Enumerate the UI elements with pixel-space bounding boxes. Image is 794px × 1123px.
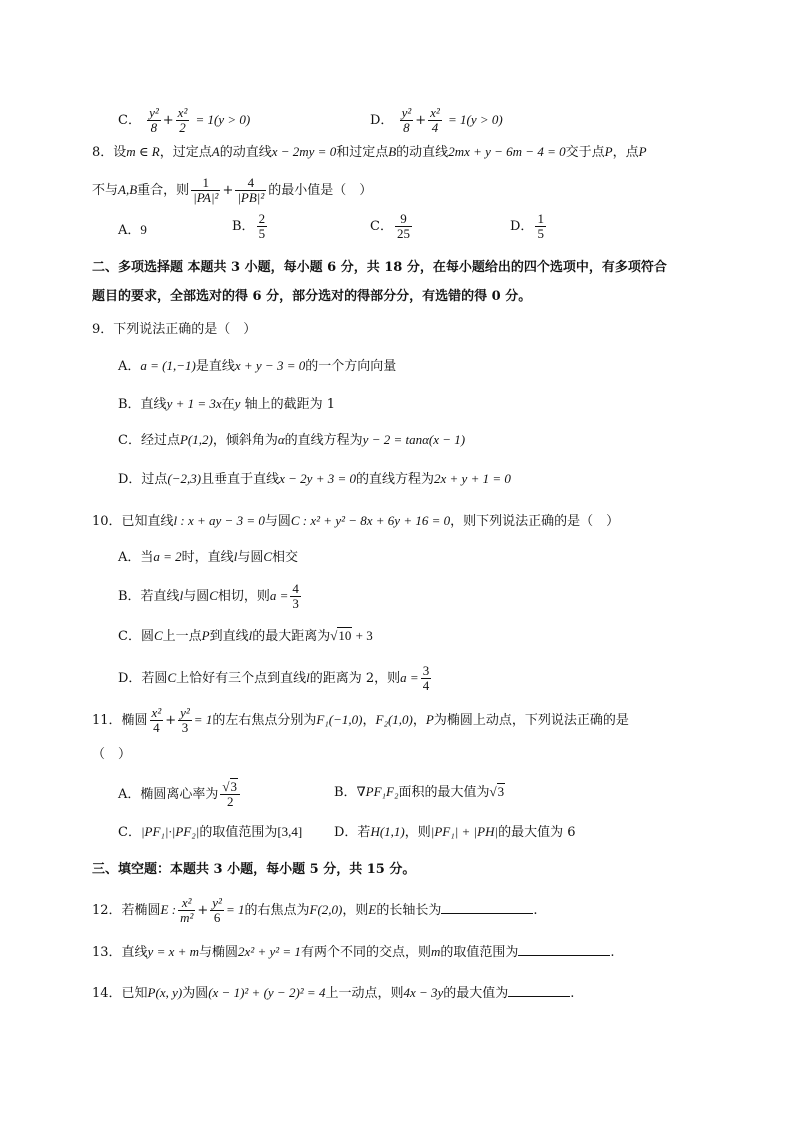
q11-stem-line2: （ ）: [92, 747, 132, 762]
text: 的长轴长为: [376, 903, 442, 918]
radicand: 3: [230, 779, 238, 794]
text: B．若直线: [118, 589, 180, 604]
q10-option-c: [118, 626, 373, 647]
q8-option-a: [118, 220, 147, 241]
math: l : x + ay − 3 = 0: [173, 513, 265, 528]
math: y: [234, 396, 241, 411]
math: F₁(−1,0): [316, 712, 363, 727]
section2-heading-line2: 题目的要求，全部选对的得 6 分，部分选对的得部分分，有选错的得 0 分。: [92, 289, 532, 304]
text: C．: [118, 825, 141, 840]
text: 的取值范围为: [199, 825, 278, 840]
option-label: B．: [232, 219, 255, 234]
text: ，则: [404, 825, 431, 840]
denominator: 5: [537, 226, 544, 241]
math: B: [388, 144, 397, 159]
q9-option-c: [118, 430, 465, 451]
math: (−2,3): [167, 471, 202, 486]
fraction: $\frac{\text{y²}}{8}$: [149, 105, 159, 135]
text: 11．椭圆: [92, 713, 148, 728]
text: .: [533, 903, 538, 918]
fraction: [257, 212, 268, 241]
text: 12．若椭圆: [92, 903, 161, 918]
fraction: $\frac{\text{y²}}{3}$: [180, 705, 190, 735]
q11-option-b: [334, 782, 505, 803]
text: 的右焦点为: [244, 903, 310, 918]
math: A: [211, 144, 220, 159]
math: F(2,0): [309, 902, 343, 917]
text: 与圆: [183, 589, 210, 604]
text: 的最大距离为: [252, 629, 331, 644]
math: l: [233, 549, 238, 564]
text: 为椭圆上动点，下列说法正确的是: [433, 713, 629, 728]
math: a =: [269, 588, 289, 603]
option-label: D．: [370, 113, 394, 128]
answer-blank[interactable]: [441, 899, 533, 914]
q7-option-c: C． $\frac{\text{y²}}{8}$ + $\frac{\text{x²}}{2}$ = 1(y > 0): [118, 105, 251, 135]
math: P(1,2): [179, 432, 213, 447]
math: y + 1 = 3x: [166, 396, 222, 411]
math: C : x² + y² − 8x + 6y + 16 = 0: [290, 513, 451, 528]
option-value: 9: [140, 222, 147, 237]
denominator: 4: [422, 678, 430, 693]
text: ，过定点: [159, 145, 212, 160]
q9-option-a: [118, 356, 396, 377]
math: E: [368, 902, 377, 917]
text: ，则: [342, 903, 369, 918]
text: A．椭圆离心率为: [118, 787, 219, 802]
denominator: 3: [292, 596, 299, 611]
denominator: 2: [226, 794, 234, 809]
text: 的取值范围为: [440, 945, 519, 960]
text: 面积的最大值为: [398, 785, 490, 800]
text: D．若圆: [118, 671, 168, 686]
text: 为圆: [182, 986, 209, 1001]
math: |PF₁| + |PH|: [430, 824, 499, 839]
math: C: [167, 670, 177, 685]
math: x + y − 3 = 0: [234, 358, 306, 373]
fraction: $\frac{\text{x²}}{2}$: [177, 105, 188, 135]
math: α: [277, 432, 285, 447]
fraction: [535, 212, 546, 241]
fraction: $\frac{4}{\text{|PB|²}}$: [237, 175, 265, 205]
q13: [92, 941, 615, 963]
math: l: [179, 588, 184, 603]
q10-option-b: [118, 582, 303, 611]
math: C: [153, 628, 163, 643]
text: 的最大值为 6: [498, 825, 576, 840]
text: 与椭圆: [199, 945, 239, 960]
text: 的最大值为: [443, 986, 509, 1001]
text: 的动直线: [219, 145, 272, 160]
q11-option-d: [334, 822, 575, 843]
math: = 1: [193, 712, 213, 727]
denominator: 5: [258, 226, 266, 241]
q9-option-b: [118, 394, 335, 415]
math: m ∈ R: [126, 144, 160, 159]
option-label: C．经过点: [118, 433, 180, 448]
text: ，倾斜角为: [212, 433, 278, 448]
text: 且垂直于直线: [201, 472, 280, 487]
numerator: 2: [258, 211, 266, 226]
text: 是直线: [195, 359, 235, 374]
math: 2x² + y² = 1: [238, 944, 301, 959]
fraction: $\frac{\text{x²}}{4}$: [151, 705, 162, 735]
math: y − 2 = tanα(x − 1): [362, 432, 466, 447]
fraction: $\frac{\text{y²}}{8}$: [401, 105, 412, 135]
math: 4x − 3y: [403, 985, 444, 1000]
math: 2x + y + 1 = 0: [434, 471, 511, 486]
q8-option-c: [370, 212, 414, 241]
text: 相交: [272, 550, 299, 565]
text: 的动直线: [396, 145, 449, 160]
math: P: [201, 628, 210, 643]
q7-option-d: D． $\frac{\text{y²}}{8}$ + $\frac{\text{x²}}{4}$ = 1(y > 0): [370, 105, 503, 135]
math: x − 2my = 0: [271, 144, 337, 159]
text: 8．设: [92, 145, 127, 160]
text: ，: [362, 713, 376, 728]
text: 上一动点，则: [325, 986, 404, 1001]
q8-option-d: [510, 212, 548, 241]
text: 14．已知: [92, 986, 148, 1001]
text: 的距离为 2，则: [309, 671, 401, 686]
text: 重合，则: [137, 183, 190, 198]
text: .: [610, 945, 615, 960]
q10-option-d: [118, 664, 433, 693]
text: 有两个不同的交点，则: [300, 945, 431, 960]
text: D．若: [334, 825, 371, 840]
text: 上一点: [162, 629, 202, 644]
numerator: 9: [395, 212, 412, 227]
fraction: [395, 212, 412, 241]
math: [3,4]: [277, 824, 303, 839]
text: 上恰好有三个点到直线: [176, 671, 307, 686]
text: 的一个方向向量: [305, 359, 397, 374]
text: 13．直线: [92, 945, 148, 960]
fraction: [290, 582, 301, 611]
fraction: $\frac{√3}{2}$: [220, 780, 240, 809]
text: 在: [221, 397, 235, 412]
option-label: D．过点: [118, 472, 168, 487]
math: m: [430, 944, 441, 959]
text: 的左右焦点分别为: [212, 713, 317, 728]
q10-stem: [92, 511, 619, 532]
numerator: 4: [292, 581, 299, 596]
math: y = x + m: [147, 944, 200, 959]
q11-option-a: [118, 780, 242, 809]
q8-stem-line2: 不与A,B重合，则 $\frac{1}{\text{|PA|²}}$ + $\frac{4}{\text{|PB|²}}$ 的最小值是（ ）: [92, 175, 373, 205]
option-label: A．: [118, 359, 141, 374]
text: 与圆: [237, 550, 264, 565]
text: 和过定点: [336, 145, 389, 160]
text: 与圆: [264, 514, 291, 529]
text: .: [570, 986, 575, 1001]
denominator: 25: [396, 226, 410, 241]
q8-stem-line1: [92, 142, 647, 163]
text: 相切，则: [217, 589, 270, 604]
text: 到直线: [209, 629, 249, 644]
math: A,B: [118, 182, 138, 197]
sqrt-expression: √10 + 3: [330, 628, 373, 643]
section3-heading: 三、填空题：本题共 3 小题，每小题 5 分，共 15 分。: [92, 862, 416, 877]
q11-stem-line1: 11．椭圆 $\frac{\text{x²}}{4}$ + $\frac{\text{y²}}{3}$ = 1的左右焦点分别为F₁(−1,0)，F₂(1,0)，P为椭圆上动点，下列说法正确的是: [92, 705, 629, 735]
fraction: [421, 664, 432, 693]
radicand: 10: [338, 628, 352, 643]
q12: 12．若椭圆E : $\frac{\text{x²}}{\text{m²}}$ + $\frac{\text{y²}}{6}$ = 1的右焦点为F(2,0)，则E的长轴长为 .: [92, 895, 538, 925]
fraction: $\frac{\text{x²}}{\text{m²}}$: [180, 895, 194, 925]
math: C: [209, 588, 218, 603]
q14: [92, 982, 574, 1004]
math: + 3: [352, 628, 373, 643]
math: l: [248, 628, 253, 643]
answer-blank[interactable]: [508, 982, 570, 997]
text: 的直线方程为: [284, 433, 363, 448]
text: ，点: [612, 145, 639, 160]
math: (x − 1)² + (y − 2)² = 4: [208, 985, 326, 1000]
option-label: D．: [510, 219, 534, 234]
text: ，则下列说法正确的是（ ）: [450, 514, 620, 529]
equation: = 1(y > 0): [195, 112, 251, 127]
fraction: $\frac{\text{x²}}{4}$: [430, 105, 440, 135]
text: C．圆: [118, 629, 154, 644]
math: a = 2: [153, 549, 182, 564]
text: 时，直线: [181, 550, 234, 565]
text: ，: [412, 713, 426, 728]
math: = 1: [225, 902, 245, 917]
sqrt-expression: √3: [489, 784, 505, 799]
math: |PF₁|·|PF₂|: [140, 824, 200, 839]
q8-option-b: [232, 212, 269, 241]
numerator: 3: [422, 663, 430, 678]
radicand: 3: [497, 784, 505, 799]
answer-blank[interactable]: [518, 941, 610, 956]
numerator: 1: [537, 211, 544, 226]
math: P: [425, 712, 434, 727]
text: 的最小值是（ ）: [268, 183, 373, 198]
section2-heading-line1: 二、多项选择题 本题共 3 小题，每小题 6 分，共 18 分，在每小题给出的四个选项中，有多项符合: [92, 260, 667, 275]
text: 轴上的截距为 1: [240, 397, 335, 412]
math: H(1,1): [370, 824, 405, 839]
text: 10．已知直线: [92, 514, 174, 529]
math: l: [306, 670, 310, 685]
math: ∇PF₁F₂: [356, 784, 399, 799]
math: x − 2y + 3 = 0: [279, 471, 356, 486]
text: 交于点: [565, 145, 605, 160]
math: a =: [400, 670, 419, 685]
text: B．: [334, 785, 357, 800]
math: P(x, y): [147, 985, 183, 1000]
text: 不与: [92, 183, 119, 198]
fraction: $\frac{1}{\text{|PA|²}}$: [193, 175, 219, 205]
math: P: [604, 144, 613, 159]
math: 2mx + y − 6m − 4 = 0: [448, 144, 566, 159]
fraction: $\frac{\text{y²}}{6}$: [212, 895, 222, 925]
equation: = 1(y > 0): [447, 112, 503, 127]
option-label: C．: [370, 219, 393, 234]
math: a = (1,−1): [140, 358, 196, 373]
option-label: C．: [118, 113, 141, 128]
math: E :: [160, 902, 177, 917]
q11-option-c: [118, 822, 302, 843]
q9-stem: 9．下列说法正确的是（ ）: [92, 322, 257, 337]
math: F₂(1,0): [375, 712, 413, 727]
q10-option-a: [118, 547, 298, 568]
math: P: [638, 144, 647, 159]
text: A．当: [118, 550, 154, 565]
math: C: [263, 549, 272, 564]
text: 的直线方程为: [356, 472, 435, 487]
option-label: B．直线: [118, 397, 167, 412]
q9-option-d: [118, 469, 511, 490]
option-label: A．: [118, 223, 141, 238]
